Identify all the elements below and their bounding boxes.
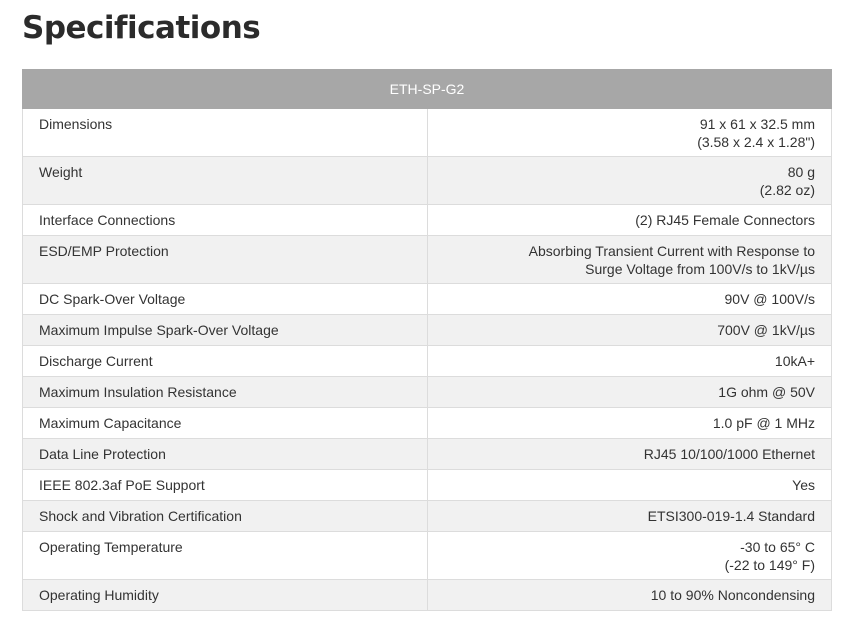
spec-value [427, 470, 832, 501]
table-row [23, 346, 832, 377]
spec-value [427, 157, 832, 205]
spec-value-line: 10kA+ [774, 353, 815, 369]
table-row [23, 408, 832, 439]
spec-value-line: (2) RJ45 Female Connectors [635, 212, 815, 228]
spec-value [427, 109, 832, 157]
spec-label: Weight [23, 157, 428, 205]
table-row [23, 501, 832, 532]
spec-value-line: ETSI300-019-1.4 Standard [647, 508, 815, 524]
spec-label: Maximum Impulse Spark-Over Voltage [23, 315, 428, 346]
spec-value-line: (2.82 oz) [759, 182, 815, 198]
spec-value [427, 580, 832, 611]
table-row [23, 377, 832, 408]
spec-label: ESD/EMP Protection [23, 236, 428, 284]
spec-label: Interface Connections [23, 205, 428, 236]
spec-value-line: 80 g [787, 164, 815, 180]
spec-label: Operating Temperature [23, 532, 428, 580]
spec-label: Shock and Vibration Certification [23, 501, 428, 532]
spec-value-line: Yes [792, 477, 815, 493]
spec-value [427, 315, 832, 346]
spec-value [427, 439, 832, 470]
table-row [23, 580, 832, 611]
spec-label: Dimensions [23, 109, 428, 157]
specifications-table [22, 69, 832, 611]
table-row [23, 109, 832, 157]
spec-value-line: 1.0 pF @ 1 MHz [712, 415, 815, 431]
spec-value-line: 700V @ 1kV/µs [717, 322, 815, 338]
table-row [23, 236, 832, 284]
spec-value-line: RJ45 10/100/1000 Ethernet [643, 446, 815, 462]
spec-value-line: -30 to 65° C [740, 539, 815, 555]
spec-value-line: 1G ohm @ 50V [718, 384, 815, 400]
spec-value [427, 408, 832, 439]
spec-value-line: Absorbing Transient Current with Response to [528, 243, 815, 259]
spec-value [427, 501, 832, 532]
spec-label: Maximum Insulation Resistance [23, 377, 428, 408]
page-title: Specifications [22, 10, 261, 46]
spec-value [427, 284, 832, 315]
spec-value [427, 532, 832, 580]
spec-value-line: (3.58 x 2.4 x 1.28") [697, 134, 815, 150]
spec-value [427, 377, 832, 408]
table-row [23, 439, 832, 470]
spec-value-line: 10 to 90% Noncondensing [650, 587, 815, 603]
spec-value [427, 205, 832, 236]
spec-label: Maximum Capacitance [23, 408, 428, 439]
spec-label: Data Line Protection [23, 439, 428, 470]
table-row [23, 315, 832, 346]
spec-value [427, 346, 832, 377]
table-row [23, 205, 832, 236]
spec-value-line: 90V @ 100V/s [724, 291, 815, 307]
table-row [23, 157, 832, 205]
table-header-model: ETH-SP-G2 [23, 70, 832, 109]
spec-label: DC Spark-Over Voltage [23, 284, 428, 315]
spec-value-line: (-22 to 149° F) [724, 557, 815, 573]
table-row [23, 284, 832, 315]
spec-label: Operating Humidity [23, 580, 428, 611]
table-header-row [23, 70, 832, 109]
spec-label: IEEE 802.3af PoE Support [23, 470, 428, 501]
table-row [23, 532, 832, 580]
spec-value-line: Surge Voltage from 100V/s to 1kV/µs [585, 261, 815, 277]
spec-value-line: 91 x 61 x 32.5 mm [699, 116, 815, 132]
spec-label: Discharge Current [23, 346, 428, 377]
table-row [23, 470, 832, 501]
spec-value [427, 236, 832, 284]
